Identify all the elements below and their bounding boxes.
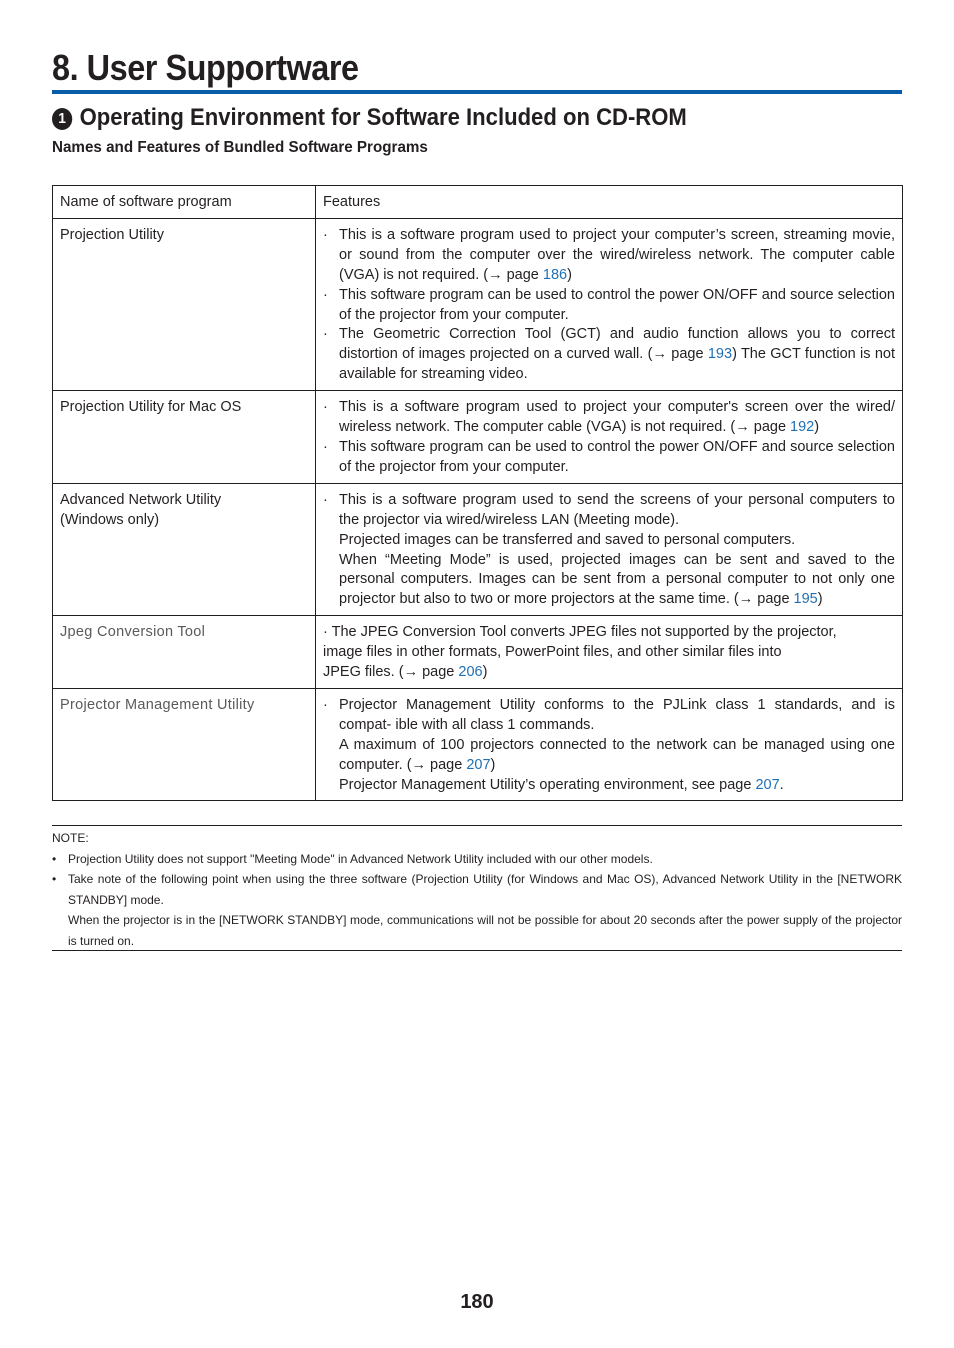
software-name: Projector Management Utility — [53, 688, 316, 801]
feature-bullet: · This software program can be used to control the power ON/OFF and source selection of the projector from your computer. — [323, 438, 895, 475]
feature-bullet: · The Geometric Correction Tool (GCT) and audio function allows you to correct distortion of images projected on a curved wall. (→ page 193) The GCT function is not available for streaming video. — [323, 326, 895, 383]
feature-bullet: · Projector Management Utility conforms to the PJLink class 1 standards, and is compat- ible with all class 1 commands. — [323, 696, 895, 733]
page-link[interactable]: 207 — [755, 776, 780, 793]
feature-paragraph: Projector Management Utility’s operating environment, see page 207. — [339, 776, 784, 793]
software-name: Jpeg Conversion Tool — [53, 616, 316, 689]
subsection-title: Names and Features of Bundled Software Programs — [52, 139, 428, 156]
section-title-text: Operating Environment for Software Included on CD-ROM — [79, 104, 687, 131]
software-features — [316, 483, 903, 615]
software-name: Projection Utility for Mac OS — [53, 391, 316, 484]
feature-paragraph: A maximum of 100 projectors connected to the network can be managed using one computer. (→ page 207) — [339, 736, 895, 773]
note-item: • Projection Utility does not support "Meeting Mode" in Advanced Network Utility included with our other models. — [52, 849, 902, 870]
page-link[interactable]: 195 — [793, 591, 818, 608]
chapter-title-rule — [52, 90, 902, 94]
page-link[interactable]: 207 — [466, 756, 491, 773]
software-features — [316, 218, 903, 390]
feature-bullet: · This is a software program used to project your computer's screen over the wired/ wireless network. The computer cable (VGA) is not required. (→ page 192) — [323, 399, 895, 436]
bullet-dot: · — [323, 399, 328, 416]
note-bullet: • — [52, 851, 57, 866]
bullet-dot: · — [323, 438, 328, 455]
bullet-dot: · — [323, 696, 328, 713]
header-name-cell: Name of software program — [53, 186, 316, 219]
page-link[interactable]: 206 — [458, 664, 483, 681]
note-bottom-rule — [52, 950, 902, 951]
page-link[interactable]: 192 — [790, 419, 815, 436]
software-table — [52, 185, 903, 801]
table-row — [53, 688, 903, 801]
feature-paragraph: When “Meeting Mode” is used, projected images can be sent and saved to the personal computers. Images can be sent from a personal computer to not only one projector but also to two or more projectors at the same time. (→ page 195) — [339, 551, 895, 608]
chapter-title: 8. User Supportware — [52, 47, 359, 88]
table-row — [53, 616, 903, 689]
bullet-dot: · — [323, 491, 328, 508]
bullet-dot: · — [323, 286, 328, 303]
table-header-row — [53, 186, 903, 219]
table-row — [53, 483, 903, 615]
page-number: 180 — [460, 1291, 494, 1313]
note-item-continuation: When the projector is in the [NETWORK STANDBY] mode, communications will not be possible for about 20 seconds after the power supply of the projector is turned on. — [68, 913, 902, 948]
note-bullet: • — [52, 872, 57, 886]
note-block — [52, 828, 902, 951]
header-features-cell: Features — [316, 186, 903, 219]
software-features: · The JPEG Conversion Tool converts JPEG files not supported by the projector, image files in other formats, PowerPoint files, and other similar files into JPEG files. (→ page 206) — [316, 616, 903, 689]
table-row — [53, 391, 903, 484]
page-link[interactable]: 186 — [542, 266, 568, 283]
software-name: Advanced Network Utility (Windows only) — [53, 483, 316, 615]
software-features — [316, 391, 903, 484]
feature-paragraph: Projected images can be transferred and saved to personal computers. — [339, 531, 796, 548]
feature-bullet: · This software program can be used to control the power ON/OFF and source selection of the projector from your computer. — [323, 286, 895, 323]
software-features — [316, 688, 903, 801]
feature-bullet: · This is a software program used to project your computer’s screen, streaming movie, or sound from the computer over the wired/wireless network. The computer cable (VGA) is not required. (→ page 186) — [323, 226, 895, 283]
note-label: NOTE: — [52, 831, 89, 845]
note-item: • Take note of the following point when using the three software (Projection Utility (for Windows and Mac OS), Advanced Network Utility in the [NETWORK STANDBY] mode. — [52, 869, 902, 910]
section-title — [52, 103, 687, 133]
note-top-rule — [52, 825, 902, 826]
bullet-dot: · — [323, 226, 328, 243]
feature-bullet: · This is a software program used to send the screens of your personal computers to the projector via wired/wireless LAN (Meeting mode). — [323, 491, 895, 528]
page-link[interactable]: 193 — [707, 346, 733, 363]
table-row — [53, 218, 903, 390]
software-name: Projection Utility — [53, 218, 316, 390]
section-number-badge: 1 — [52, 108, 72, 130]
bullet-dot: · — [323, 326, 328, 343]
